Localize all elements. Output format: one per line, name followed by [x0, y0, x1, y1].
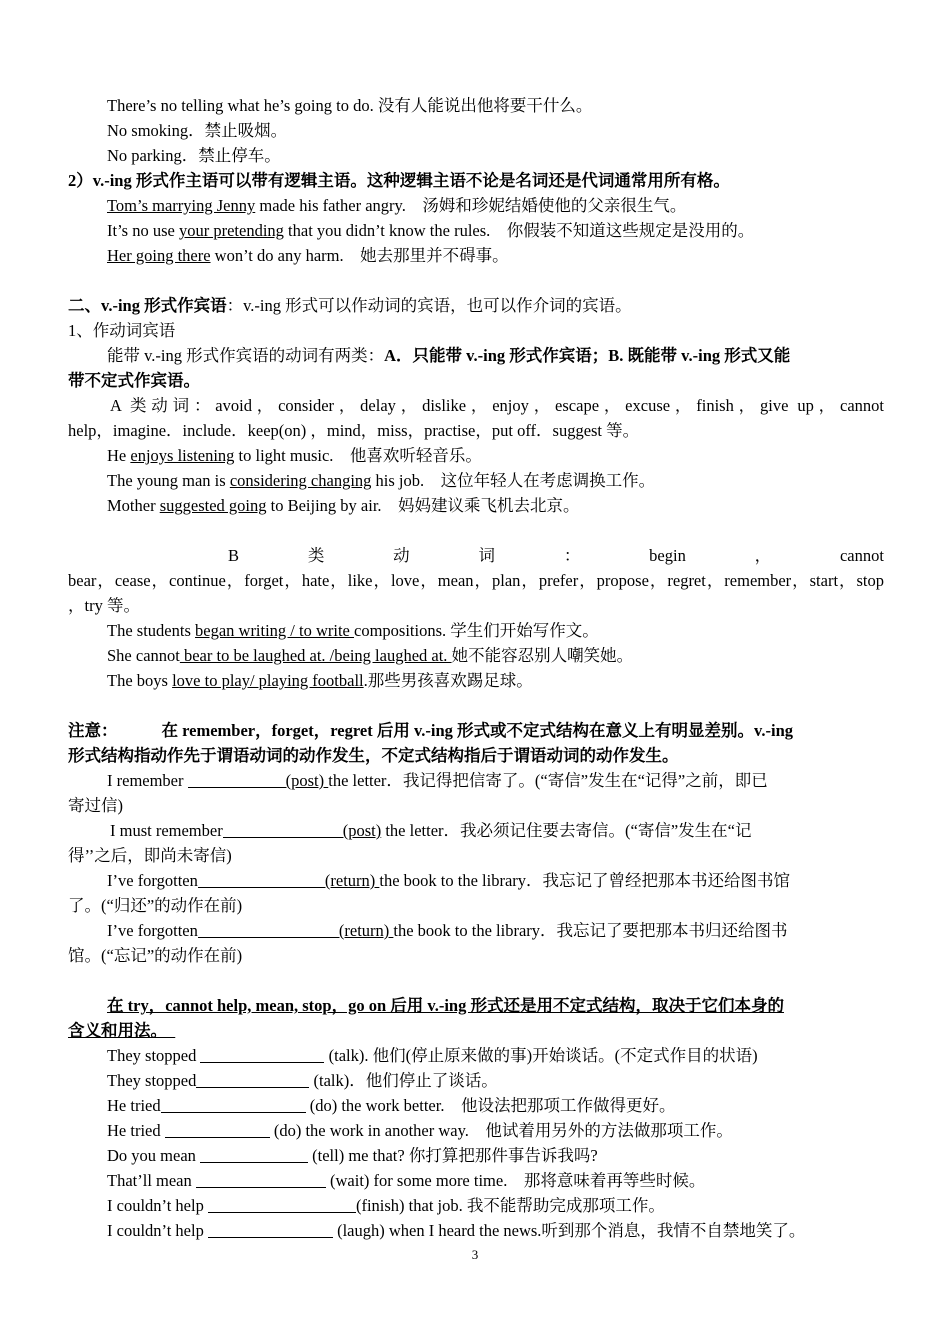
underlined-phrase: began writing / to write	[195, 621, 355, 640]
example-text: the letter．我必须记住要去寄信。(“寄信”发生在“记	[381, 821, 752, 840]
example-line	[107, 243, 884, 268]
example-line	[107, 193, 884, 218]
answer-blank[interactable]	[161, 1096, 306, 1113]
note-line	[68, 1018, 884, 1043]
example-text: to light music. 他喜欢听轻音乐。	[234, 446, 482, 465]
example-text: I’ve forgotten	[107, 921, 198, 940]
example-text: The young man is	[107, 471, 230, 490]
answer-blank[interactable]	[196, 1071, 309, 1088]
answer-blank[interactable]	[200, 1146, 308, 1163]
note-text: 在 try，cannot help, mean, stop，go on 后用 v.-ing 形式还是用不定式结构，取决于它们本身的	[107, 996, 784, 1015]
example-text: (laugh) when I heard the news.听到那个消息，我情不自禁地笑了。	[332, 1221, 806, 1240]
exercise-line	[107, 1143, 884, 1168]
answer-blank[interactable]	[223, 821, 343, 838]
example-text: The students	[107, 621, 195, 640]
exercise-line: 得’’之后，即尚未寄信)	[68, 846, 232, 865]
example-text: That’ll mean	[107, 1171, 196, 1190]
exercise-line	[107, 1193, 884, 1218]
example-line: No parking．禁止停车。	[107, 146, 281, 165]
underlined-phrase: Tom’s marrying Jenny	[107, 196, 256, 215]
example-text: He tried	[107, 1121, 165, 1140]
example-text: the book to the library．我忘记了曾经把那本书还给图书馆	[379, 871, 791, 890]
example-line	[107, 668, 884, 693]
example-text: I remember	[107, 771, 188, 790]
underlined-phrase: Her going there	[107, 246, 211, 265]
exercise-line	[107, 1043, 884, 1068]
answer-blank[interactable]	[198, 921, 339, 938]
exercise-line	[107, 1168, 884, 1193]
underlined-phrase: suggested going	[159, 496, 267, 515]
example-text: I’ve forgotten	[107, 871, 198, 890]
subsection-heading: 1、作动词宾语	[68, 321, 176, 340]
note-line	[68, 718, 884, 743]
example-text: Mother	[107, 496, 160, 515]
example-text: (do) the work better. 他设法把那项工作做得更好。	[305, 1096, 676, 1115]
exercise-line: 寄过信)	[68, 796, 123, 815]
verb-hint: (return)	[324, 871, 380, 890]
note-line	[68, 993, 884, 1018]
example-text: (finish) that job. 我不能帮助完成那项工作。	[355, 1196, 665, 1215]
answer-blank[interactable]	[208, 1221, 333, 1238]
example-text: I must remember	[110, 821, 223, 840]
exercise-line	[107, 1068, 884, 1093]
example-text: (do) the work in another way. 他试着用另外的方法做那项工作。	[269, 1121, 733, 1140]
example-text: to Beijing by air. 妈妈建议乘飞机去北京。	[266, 496, 580, 515]
example-line	[107, 618, 884, 643]
note-text: 含义和用法。	[68, 1021, 167, 1040]
example-line	[107, 493, 884, 518]
example-text: made his father angry. 汤姆和珍妮结婚使他的父亲很生气。	[255, 196, 687, 215]
example-text: It’s no use	[107, 221, 179, 240]
verb-list-line	[228, 543, 884, 568]
example-text: I couldn’t help	[107, 1221, 208, 1240]
underlined-phrase: your pretending	[178, 221, 284, 240]
example-text: the letter．我记得把信寄了。(“寄信”发生在“记得”之前，即已	[328, 771, 768, 790]
list-word: begin	[649, 546, 686, 565]
note-line: 形式结构指动作先于谓语动词的动作发生，不定式结构指后于谓语动词的动作发生。	[68, 746, 679, 765]
example-text: (talk)．他们停止了谈话。	[309, 1071, 498, 1090]
exercise-line	[107, 1218, 884, 1243]
example-text: the book to the library．我忘记了要把那本书归还给图书	[393, 921, 788, 940]
example-line	[107, 443, 884, 468]
answer-blank[interactable]	[188, 771, 286, 788]
paragraph-line: 带不定式作宾语。	[68, 371, 200, 390]
verb-list-line: A 类动词：avoid，consider，delay，dislike，enjoy，escape，excuse，finish，give up，cannot	[110, 396, 884, 415]
underlined-phrase: love to play/ playing football	[172, 671, 364, 690]
example-text: (talk). 他们(停止原来做的事)开始谈话。(不定式作目的状语)	[324, 1046, 758, 1065]
example-text: .那些男孩喜欢踢足球。	[363, 671, 533, 690]
verb-hint: (post)	[285, 771, 329, 790]
example-line	[107, 643, 884, 668]
answer-blank[interactable]	[198, 871, 325, 888]
example-text: his job. 这位年轻人在考虑调换工作。	[371, 471, 656, 490]
exercise-line	[107, 1118, 884, 1143]
bold-text: A．只能带 v.-ing 形式作宾语；B. 既能带 v.-ing 形式又能	[384, 346, 791, 365]
exercise-line: 馆。(“忘记”的动作在前)	[68, 946, 243, 965]
list-word: 类	[307, 546, 325, 565]
example-text: won’t do any harm. 她去那里并不碍事。	[210, 246, 509, 265]
exercise-line	[107, 868, 884, 893]
rule-heading: 2）v.-ing 形式作主语可以带有逻辑主语。这种逻辑主语不论是名词还是代词通常用所有格。	[68, 171, 730, 190]
example-text: 她不能容忍别人嘲笑她。	[451, 646, 634, 665]
note-label: 注意：	[68, 721, 118, 740]
list-word: 词	[478, 546, 495, 565]
example-text: They stopped	[107, 1046, 201, 1065]
paragraph-text: 能带 v.-ing 形式作宾语的动词有两类：	[107, 346, 385, 365]
list-word: 动	[393, 546, 410, 565]
verb-list-line: ，try 等。	[68, 596, 140, 615]
list-word: cannot	[839, 546, 884, 565]
answer-blank[interactable]	[165, 1121, 270, 1138]
example-text: She cannot	[107, 646, 180, 665]
answer-blank[interactable]	[196, 1171, 326, 1188]
example-line	[107, 468, 884, 493]
example-text: They stopped	[107, 1071, 197, 1090]
example-line: No smoking．禁止吸烟。	[107, 121, 288, 140]
example-text: The boys	[107, 671, 173, 690]
verb-list-line: bear，cease，continue，forget，hate，like，love，mean，plan，prefer，propose，regret，remember，start，stop	[68, 571, 884, 590]
example-text: compositions. 学生们开始写作文。	[354, 621, 599, 640]
section-intro: ：v.-ing 形式可以作动词的宾语，也可以作介词的宾语。	[226, 296, 632, 315]
verb-list-line: help，imagine．include．keep(on) ，mind，miss，practise，put off．suggest 等。	[68, 421, 640, 440]
answer-blank[interactable]	[200, 1046, 324, 1063]
underlined-phrase: considering changing	[229, 471, 372, 490]
example-text: I couldn’t help	[107, 1196, 208, 1215]
example-line: There’s no telling what he’s going to do. 没有人能说出他将要干什么。	[107, 96, 593, 115]
note-text: 在 remember，forget，regret 后用 v.-ing 形式或不定式结构在意义上有明显差别。v.-ing	[161, 721, 794, 740]
list-word: ，	[754, 546, 772, 565]
example-text: He tried	[107, 1096, 161, 1115]
example-text: that you didn’t know the rules. 你假装不知道这些规定是没用的。	[283, 221, 755, 240]
example-text: Do you mean	[107, 1146, 201, 1165]
exercise-line: 了。(“归还”的动作在前)	[68, 896, 243, 915]
example-line	[107, 218, 884, 243]
verb-hint: (return)	[338, 921, 394, 940]
exercise-line	[107, 918, 884, 943]
underlined-phrase: bear to be laughed at. /being laughed at.	[179, 646, 452, 665]
paragraph-line	[107, 343, 884, 368]
answer-blank[interactable]	[208, 1196, 356, 1213]
section-heading	[68, 293, 884, 318]
list-word: ：	[563, 546, 581, 565]
exercise-line	[110, 818, 884, 843]
verb-hint: (post)	[342, 821, 382, 840]
section-title: 二、v.-ing 形式作宾语	[68, 296, 227, 315]
page-number: 3	[471, 1247, 479, 1262]
exercise-line	[107, 1093, 884, 1118]
example-text: He	[107, 446, 131, 465]
example-text: (tell) me that? 你打算把那件事告诉我吗?	[308, 1146, 598, 1165]
underlined-phrase: enjoys listening	[130, 446, 235, 465]
list-word: B	[228, 546, 240, 565]
example-text: (wait) for some more time. 那将意味着再等些时候。	[325, 1171, 706, 1190]
exercise-line	[107, 768, 884, 793]
